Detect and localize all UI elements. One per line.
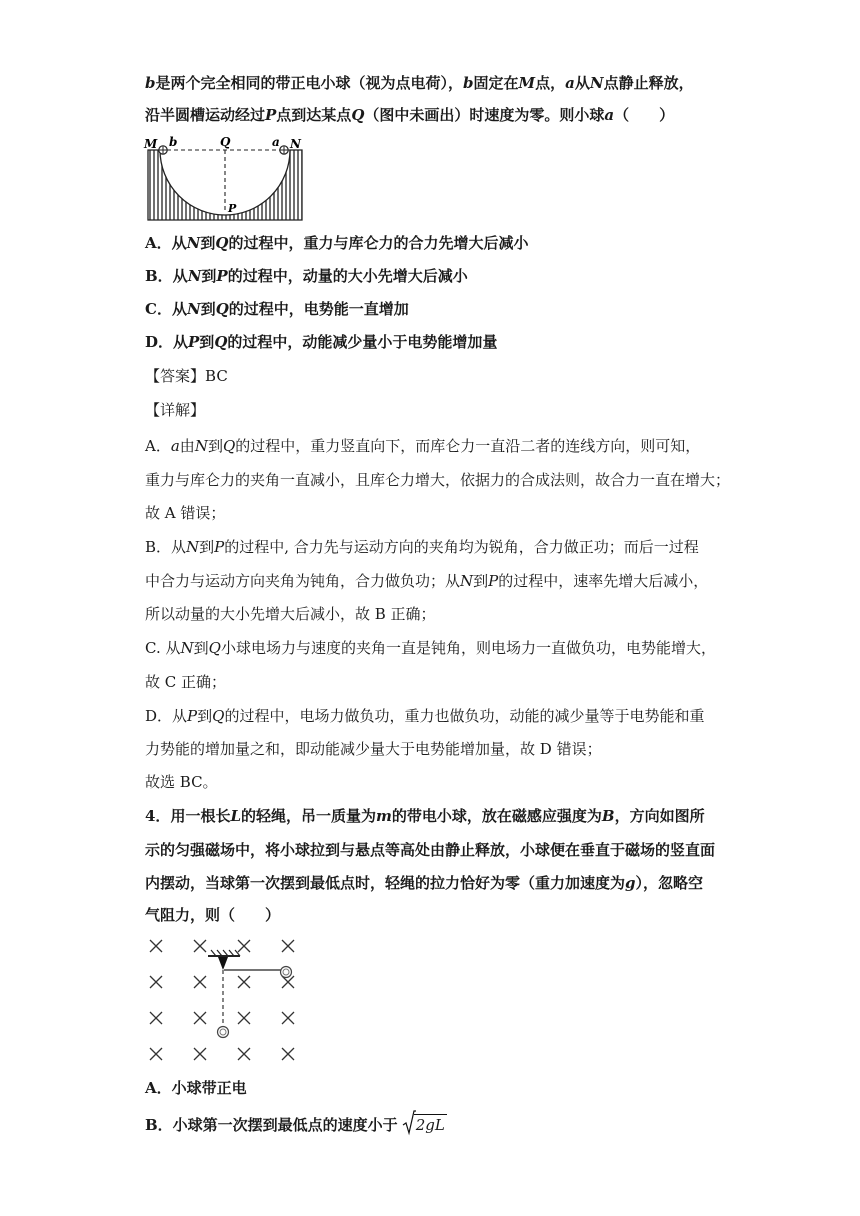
pivot (218, 957, 228, 970)
detail-C-line1: C. 从N到Q小球电场力与速度的夹角一直是钝角，则电场力一直做负功，电势能增大， (145, 639, 716, 657)
label-a: a (272, 135, 280, 149)
ball-lowest (218, 1027, 229, 1038)
q4-option-A: A．小球带正电 (145, 1079, 247, 1097)
q3-option-B: B．从N到P的过程中，动量的大小先增大后减小 (145, 267, 468, 285)
detail-A-line2: 重力与库仑力的夹角一直减小，且库仑力增大，依据力的合成法则，故合力一直在增大； (145, 471, 731, 489)
detail-D-line1: D．从P到Q的过程中，电场力做负功，重力也做负功，动能的减少量等于电势能和重 (145, 707, 705, 725)
detail-conclusion: 故选 BC。 (145, 773, 218, 791)
detail-label: 【详解】 (145, 401, 206, 419)
ceiling-support (208, 950, 240, 956)
q3-stem-line1: b是两个完全相同的带正电小球（视为点电荷），b固定在M点，a从N点静止释放， (145, 74, 694, 92)
q4-option-B: B．小球第一次摆到最低点的速度小于 2gL (145, 1114, 447, 1135)
semicircle-trough-figure (140, 132, 310, 224)
detail-C-line2: 故 C 正确； (145, 673, 227, 691)
label-Q: Q (220, 135, 231, 149)
detail-B-line3: 所以动量的大小先增大后减小，故 B 正确； (145, 605, 436, 623)
answer-line: 【答案】BC (145, 367, 228, 385)
detail-D-line2: 力势能的增加量之和，即动能减少量大于电势能增加量，故 D 错误； (145, 740, 602, 758)
q3-option-C: C．从N到Q的过程中，电势能一直增加 (145, 300, 409, 318)
ball-start (281, 967, 292, 978)
detail-B-line1: B．从N到P的过程中, 合力先与运动方向的夹角均为锐角，合力做正功；而后一过程 (145, 538, 699, 556)
answer-value: BC (205, 367, 228, 385)
label-b: b (169, 135, 178, 149)
sqrt-expression: 2gL (402, 1114, 447, 1135)
q4-stem-line3: 内摆动，当球第一次摆到最低点时，轻绳的拉力恰好为零（重力加速度为g），忽略空 (145, 874, 704, 892)
detail-A-line1: A．a由N到Q的过程中，重力竖直向下，而库仑力一直沿二者的连线方向，则可知， (145, 437, 701, 455)
label-M: M (144, 137, 158, 151)
detail-A-line3: 故 A 错误； (145, 504, 226, 522)
q3-option-D: D．从P到Q的过程中，动能减少量小于电势能增加量 (145, 333, 498, 351)
q3-option-A: A．从N到Q的过程中，重力与库仑力的合力先增大后减小 (145, 234, 529, 252)
q4-stem-line4: 气阻力，则（ ） (145, 906, 281, 924)
q4-stem-line2: 示的匀强磁场中，将小球拉到与悬点等高处由静止释放，小球便在垂直于磁场的竖直面 (145, 841, 716, 859)
label-N: N (290, 137, 301, 151)
detail-B-line2: 中合力与运动方向夹角为钝角，合力做负功；从N到P的过程中，速率先增大后减小， (145, 572, 709, 590)
label-P: P (228, 202, 237, 215)
q3-stem-line2: 沿半圆槽运动经过P点到达某点Q（图中未画出）时速度为零。则小球a（ ） (145, 106, 675, 124)
q4-stem-line1: 4．用一根长L的轻绳，吊一质量为m的带电小球，放在磁感应强度为B，方向如图所 (145, 807, 705, 825)
magnetic-field-pendulum-figure (140, 930, 310, 1065)
